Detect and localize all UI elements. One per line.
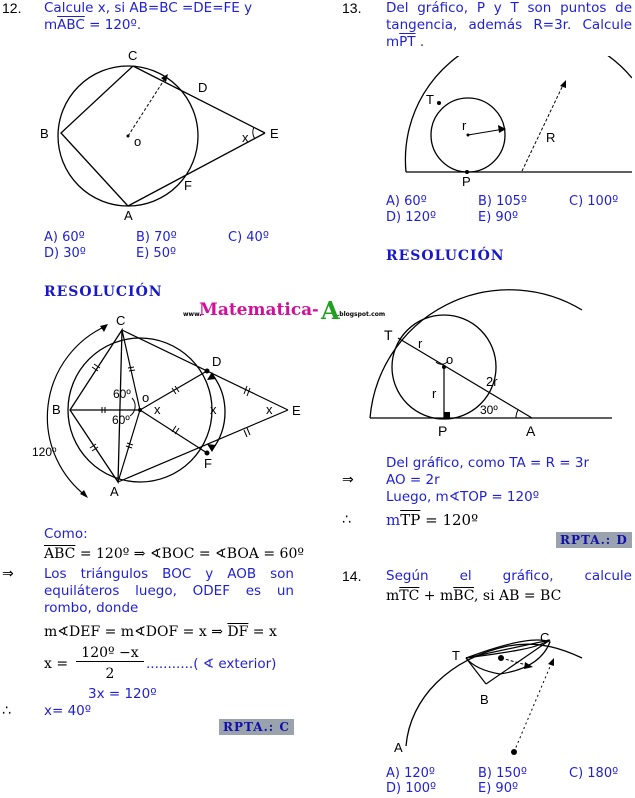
fraction-denominator: 2 — [105, 666, 115, 682]
label-C: C — [128, 48, 138, 63]
label-T: T — [452, 648, 460, 663]
solution-paragraph: Los triángulos BOC y AOB son equiláteros luego, ODEF es un rombo, donde — [44, 566, 294, 616]
figure-q12 — [30, 44, 290, 226]
figure-solution-12 — [26, 316, 306, 508]
option-c[interactable]: C) 180º — [569, 766, 619, 781]
label-D: D — [198, 80, 208, 95]
figure-solution-13 — [360, 280, 632, 442]
resolucion-heading: RESOLUCIÓN — [386, 248, 505, 264]
solution-line-4: $m\overline{TP}$ = 120º — [386, 511, 479, 529]
label-A: A — [394, 740, 403, 755]
solution-line-1: Del gráfico, como TA = R = 3r — [386, 455, 590, 471]
label-r: r — [418, 336, 423, 351]
option-c[interactable]: C) 40º — [228, 230, 269, 245]
label-E: E — [270, 126, 279, 141]
option-e[interactable]: E) 50º — [136, 246, 177, 261]
label-o: o — [446, 352, 454, 367]
label-o: o — [134, 134, 142, 149]
label-F: F — [204, 456, 212, 471]
label-A: A — [526, 423, 536, 439]
label-x: x — [242, 130, 249, 145]
question-number: 12. — [2, 0, 22, 16]
therefore-symbol: ∴ — [342, 512, 351, 528]
label-x2: x — [210, 402, 217, 417]
option-a[interactable]: A) 60º — [44, 230, 85, 245]
option-a[interactable]: A) 60º — [386, 194, 427, 209]
option-d[interactable]: D) 120º — [386, 210, 437, 225]
como-label: Como: — [44, 526, 88, 542]
question-expression: $m\overline{TC} + m\overline{BC}$, si AB = BC — [386, 588, 562, 604]
fraction-note: ...........( ∢ exterior) — [146, 656, 277, 672]
question-text: Según el gráfico, calcule — [386, 568, 632, 584]
label-C: C — [540, 630, 550, 645]
option-d[interactable]: D) 100º — [386, 781, 437, 796]
solution-line-3: Luego, m∢TOP = 120º — [386, 489, 540, 505]
arc-label: $\overline{ABC}$ — [57, 17, 85, 33]
option-e[interactable]: E) 90º — [478, 781, 519, 796]
implies-symbol: ⇒ — [342, 472, 354, 488]
question-text: Del gráfico, P y T son puntos de tangencia, además R=3r. Calcule $m\overline{PT}$ . — [386, 0, 632, 50]
arc-label: $\overline{BC}$ — [453, 588, 475, 604]
label-x3: x — [266, 402, 273, 417]
option-b[interactable]: B) 150º — [478, 766, 528, 781]
question-text — [44, 0, 266, 34]
solution-line-5: 3x = 120º — [88, 686, 157, 702]
solution-13-text — [386, 455, 589, 506]
label-D: D — [212, 354, 222, 369]
question-line: = 120º. — [84, 17, 142, 33]
rpta-badge: RPTA.: D — [556, 532, 632, 548]
option-e[interactable]: E) 90º — [478, 210, 519, 225]
option-a[interactable]: A) 120º — [386, 766, 436, 781]
arc-label: $\overline{ABC}$ — [44, 546, 76, 562]
label-C: C — [116, 316, 126, 328]
label-A: A — [124, 208, 133, 223]
solution-line-3: m∢DEF = m∢DOF = x ⇒ $\overline{DF} = x$ — [44, 624, 277, 640]
question-line: Calcule x, si AB=BC =DE=FE y — [44, 0, 253, 16]
label-A: A — [110, 484, 119, 499]
label-F: F — [184, 178, 192, 193]
label-T: T — [384, 327, 393, 343]
site-logo: www. Matematica - A .blogspot.com — [183, 296, 386, 325]
arc-label: $\overline{DF}$ — [227, 624, 249, 640]
arc-label: $\overline{TC}$ — [399, 588, 420, 604]
figure-q13 — [400, 56, 632, 188]
arc-label: $\overline{PT}$ — [399, 34, 416, 50]
label-P: P — [438, 423, 448, 439]
arc-label: $\overline{TP}$ — [400, 511, 421, 529]
solution-line-1: $\overline{ABC}$ = 120º ⇒ ∢BOC = ∢BOA = 60º — [44, 546, 304, 562]
label-30: 30º — [480, 403, 498, 417]
question-number: 13. — [342, 0, 362, 16]
option-b[interactable]: B) 105º — [478, 194, 528, 209]
label-60b: 60º — [112, 413, 130, 427]
label-P: P — [462, 174, 471, 188]
fraction-left: x = — [44, 656, 69, 672]
label-B: B — [40, 126, 49, 141]
resolucion-heading: RESOLUCIÓN — [44, 284, 163, 300]
measure-m: m — [44, 17, 58, 33]
answer-text: x= 40º — [44, 703, 92, 719]
label-E: E — [292, 403, 301, 418]
rpta-badge: RPTA.: C — [219, 719, 294, 735]
option-c[interactable]: C) 100º — [569, 194, 619, 209]
label-120: 120º — [32, 445, 57, 459]
label-B: B — [52, 402, 61, 417]
option-b[interactable]: B) 70º — [136, 230, 177, 245]
option-d[interactable]: D) 30º — [44, 246, 86, 261]
fraction-numerator: 120º −x — [76, 645, 144, 662]
label-o: o — [142, 390, 150, 405]
therefore-symbol: ∴ — [2, 703, 11, 719]
label-B: B — [480, 692, 489, 707]
label-x1: x — [154, 402, 161, 417]
solution-line-2: AO = 2r — [386, 472, 440, 488]
implies-symbol: ⇒ — [2, 566, 14, 582]
figure-q14 — [390, 628, 590, 762]
question-number: 14. — [342, 568, 362, 584]
label-r: r — [462, 118, 467, 133]
label-T: T — [426, 92, 434, 107]
label-60a: 60º — [113, 387, 131, 401]
label-2r: 2r — [486, 374, 498, 389]
label-R: R — [546, 130, 556, 145]
label-r2: r — [432, 386, 437, 401]
